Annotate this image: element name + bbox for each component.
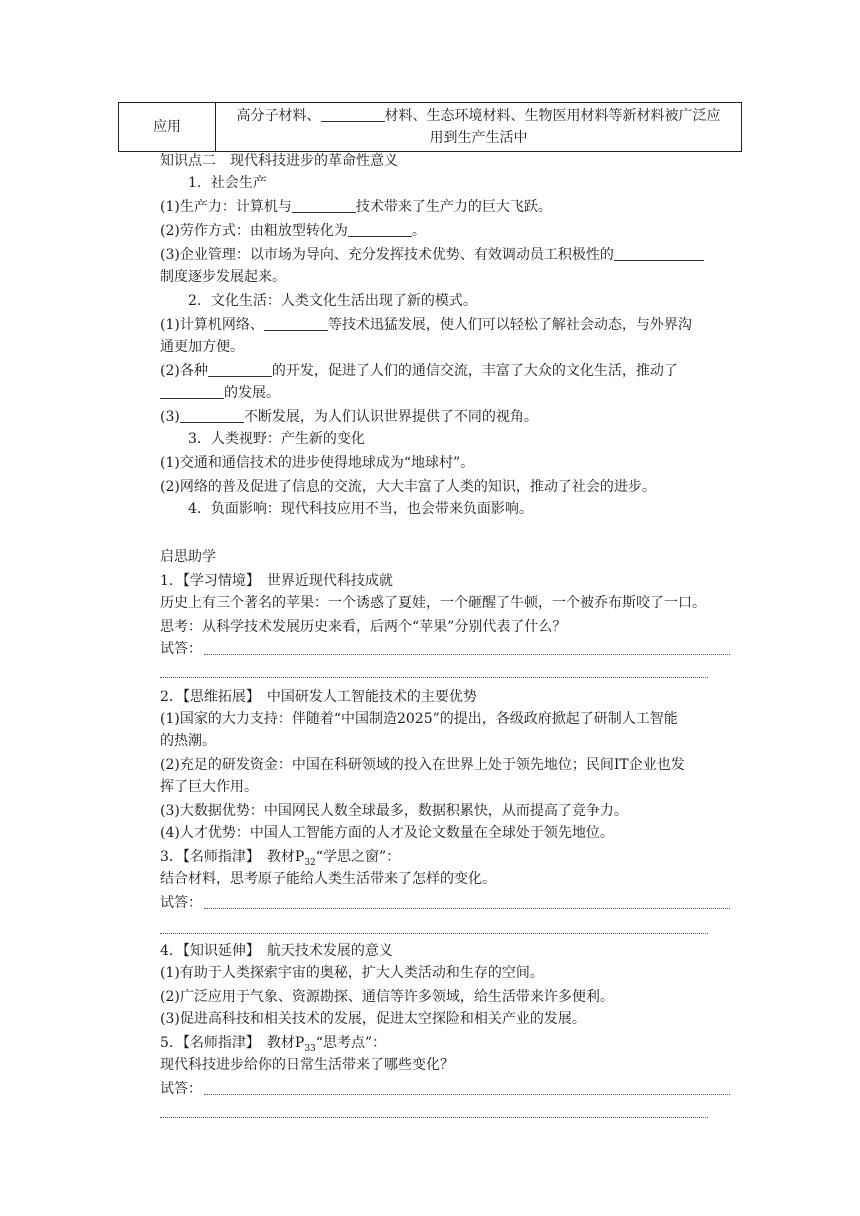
text: 5．【名师指津】 教材P [160,1035,305,1051]
q2-item-1: (1)国家的大力支持：伴随着“中国制造2025”的提出，各级政府掀起了研制人工智能 [160,711,678,727]
table-text: 高分子材料、 [236,108,321,124]
answer-label: 试答： [160,895,202,911]
item-network [160,314,735,336]
text: 等技术迅猛发展，使人们可以轻松了解社会动态，与外界沟 [327,317,692,333]
text: 的发展。 [224,385,280,401]
application-table [118,102,742,152]
text: (1)计算机网络、 [160,317,264,333]
q2-item-2-cont: 挥了巨大作用。 [160,779,258,795]
item-culture: 2．文化生活：人类文化生活出现了新的模式。 [188,293,477,309]
item-global-village: (1)交通和通信技术的进步使得地球成为“地球村”。 [160,455,475,471]
fill-blank[interactable] [160,384,224,399]
q1-think: 思考：从科学技术发展历史来看，后两个“苹果”分别代表了什么？ [160,619,567,635]
text: 3．【名师指津】 教材P [160,849,305,865]
answer-line[interactable] [204,1093,730,1095]
table-label: 应用 [119,103,216,152]
answer-line[interactable] [160,1116,708,1118]
fill-blank[interactable] [614,246,704,261]
answer-label: 试答： [160,1081,202,1097]
item-management [160,244,735,266]
fill-blank[interactable] [292,198,356,213]
item-social-production: 1．社会生产 [188,175,267,191]
table-text: 用到生产生活中 [429,130,528,146]
text: (3) [160,409,180,425]
item-network-spread: (2)网络的普及促进了信息的交流，大大丰富了人类的知识，推动了社会的进步。 [160,479,656,495]
text: (2)劳作方式：由粗放型转化为 [160,223,348,239]
table-content [216,103,742,152]
item-productivity [160,196,735,218]
answer-line[interactable] [160,676,708,678]
q1-title: 1．【学习情境】 世界近现代科技成就 [160,573,393,589]
text: 技术带来了生产力的巨大飞跃。 [355,199,552,215]
answer-label: 试答： [160,641,202,657]
table-text: 材料、生态环境材料、生物医用材料等新材料被广泛应 [384,108,721,124]
q5-text: 现代科技进步给你的日常生活带来了哪些变化？ [160,1057,454,1073]
item-perspective [160,406,735,428]
text: 不断发展，为人们认识世界提供了不同的视角。 [243,409,538,425]
item-network-cont: 通更加方便。 [160,339,244,355]
item-vision: 3．人类视野：产生新的变化 [188,431,365,447]
fill-blank[interactable] [264,316,328,331]
text: (1)生产力：计算机与 [160,199,292,215]
item-management-cont: 制度逐步发展起来。 [160,269,286,285]
text: 。 [411,223,426,239]
q4-item-1: (1)有助于人类探索宇宙的奥秘，扩大人类活动和生存的空间。 [160,965,544,981]
page-subscript: 32 [304,857,316,868]
fill-blank[interactable] [348,222,412,237]
answer-line[interactable] [160,932,708,934]
item-development-cont [160,382,735,404]
q3-text: 结合材料，思考原子能给人类生活带来了怎样的变化。 [160,871,496,887]
text: “学思之窗”： [315,849,401,865]
q2-item-2: (2)充足的研发资金：中国在科研领域的投入在世界上处于领先地位；民间IT企业也发 [160,757,685,773]
fill-blank[interactable] [180,408,244,423]
qisi-heading: 启思助学 [160,549,216,565]
answer-line[interactable] [204,907,730,909]
text: (3)企业管理：以市场为导向、充分发挥技术优势、有效调动员工积极性的 [160,247,614,263]
item-negative: 4．负面影响：现代科技应用不当，也会带来负面影响。 [188,501,533,517]
q4-title: 4．【知识延伸】 航天技术发展的意义 [160,943,393,959]
item-labor-mode [160,220,735,242]
q2-item-3: (3)大数据优势：中国网民人数全球最多，数据积累快，从而提高了竞争力。 [160,803,628,819]
fill-blank[interactable] [208,362,272,377]
item-development [160,360,735,382]
q4-item-2: (2)广泛应用于气象、资源勘探、通信等许多领域，给生活带来许多便利。 [160,989,614,1005]
fill-blank[interactable] [321,107,385,122]
page-subscript: 33 [304,1043,316,1054]
answer-line[interactable] [204,653,730,655]
q2-item-4: (4)人才优势：中国人工智能方面的人才及论文数量在全球处于领先地位。 [160,825,614,841]
section-title: 知识点二 现代科技进步的革命性意义 [160,153,398,169]
text: (2)各种 [160,363,208,379]
q2-item-1-cont: 的热潮。 [160,733,216,749]
q1-text: 历史上有三个著名的苹果：一个诱惑了夏娃，一个砸醒了牛顿，一个被乔布斯咬了一口。 [160,595,706,611]
q2-title: 2．【思维拓展】 中国研发人工智能技术的主要优势 [160,689,477,705]
text: 的开发，促进了人们的通信交流，丰富了大众的文化生活，推动了 [271,363,678,379]
text: “思考点”： [315,1035,387,1051]
q4-item-3: (3)促进高科技和相关技术的发展，促进太空探险和相关产业的发展。 [160,1011,586,1027]
